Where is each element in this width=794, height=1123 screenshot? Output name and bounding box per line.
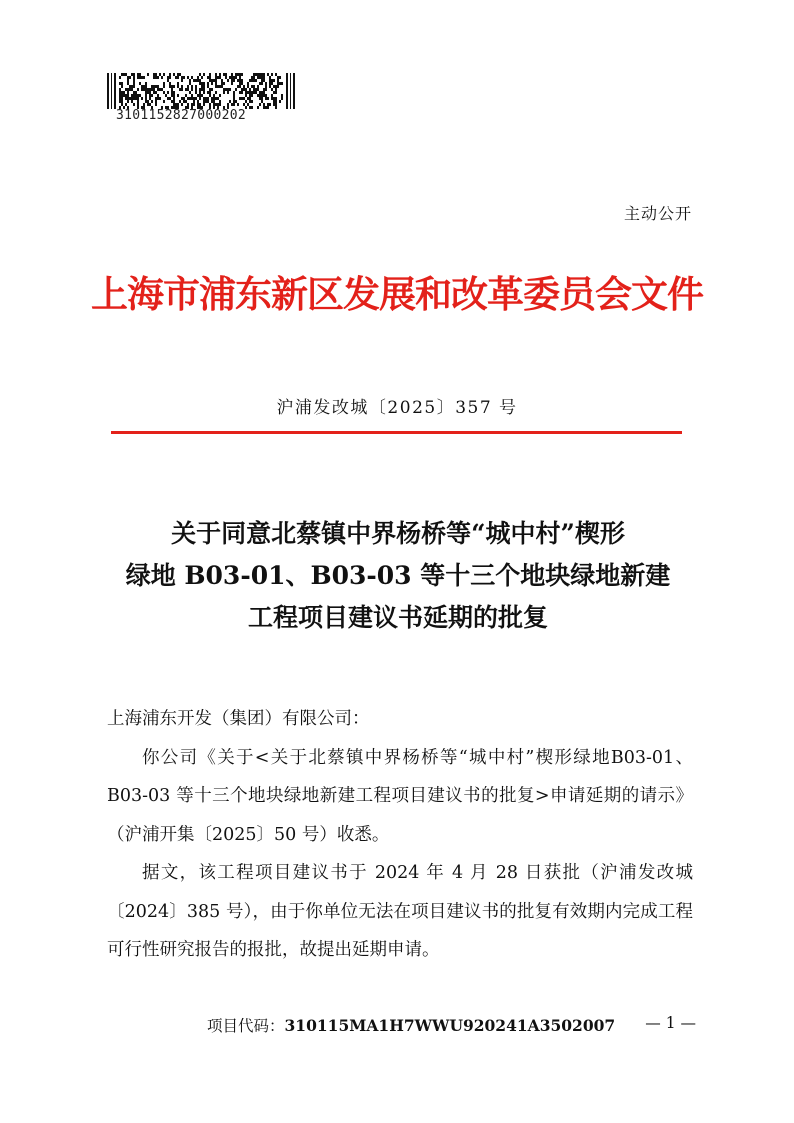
document-title-line: 工程项目建议书延期的批复 xyxy=(247,603,548,632)
page-number: — 1 — xyxy=(645,1014,696,1032)
document-title xyxy=(92,513,704,639)
barcode-number: 3101152827000202 xyxy=(116,108,247,123)
document-title-line: 关于同意北蔡镇中界杨桥等“城中村”楔形 xyxy=(171,519,625,548)
body-paragraph: 据文，该工程项目建议书于 2024 年 4 月 28 日获批（沪浦发改城〔2024〕385 号），由于你单位无法在项目建议书的批复有效期内完成工程可行性研究报告的报批，故提出延期申请。 xyxy=(107,863,693,960)
document-number: 沪浦发改城〔2025〕357 号 xyxy=(276,398,518,418)
issuer-title: 上海市浦东新区发展和改革委员会文件 xyxy=(91,272,703,316)
project-code-value: 310115MA1H7WWU920241A3502007 xyxy=(284,1016,616,1035)
disclosure-label: 主动公开 xyxy=(623,204,692,223)
project-code xyxy=(207,1014,615,1036)
body-paragraph: 你公司《关于<关于北蔡镇中界杨桥等“城中村”楔形绿地B03-01、B03-03 等十三个地块绿地新建工程项目建议书的批复>申请延期的请示》（沪浦开集〔2025〕50 号）收悉。 xyxy=(107,747,693,845)
project-code-label: 项目代码： xyxy=(207,1017,285,1035)
addressee: 上海浦东开发（集团）有限公司： xyxy=(107,709,370,729)
barcode-image xyxy=(107,73,295,109)
red-separator-line xyxy=(111,431,682,434)
document-title-line: 绿地 B03-01、B03-03 等十三个地块绿地新建 xyxy=(125,561,671,590)
document-body xyxy=(107,700,693,970)
